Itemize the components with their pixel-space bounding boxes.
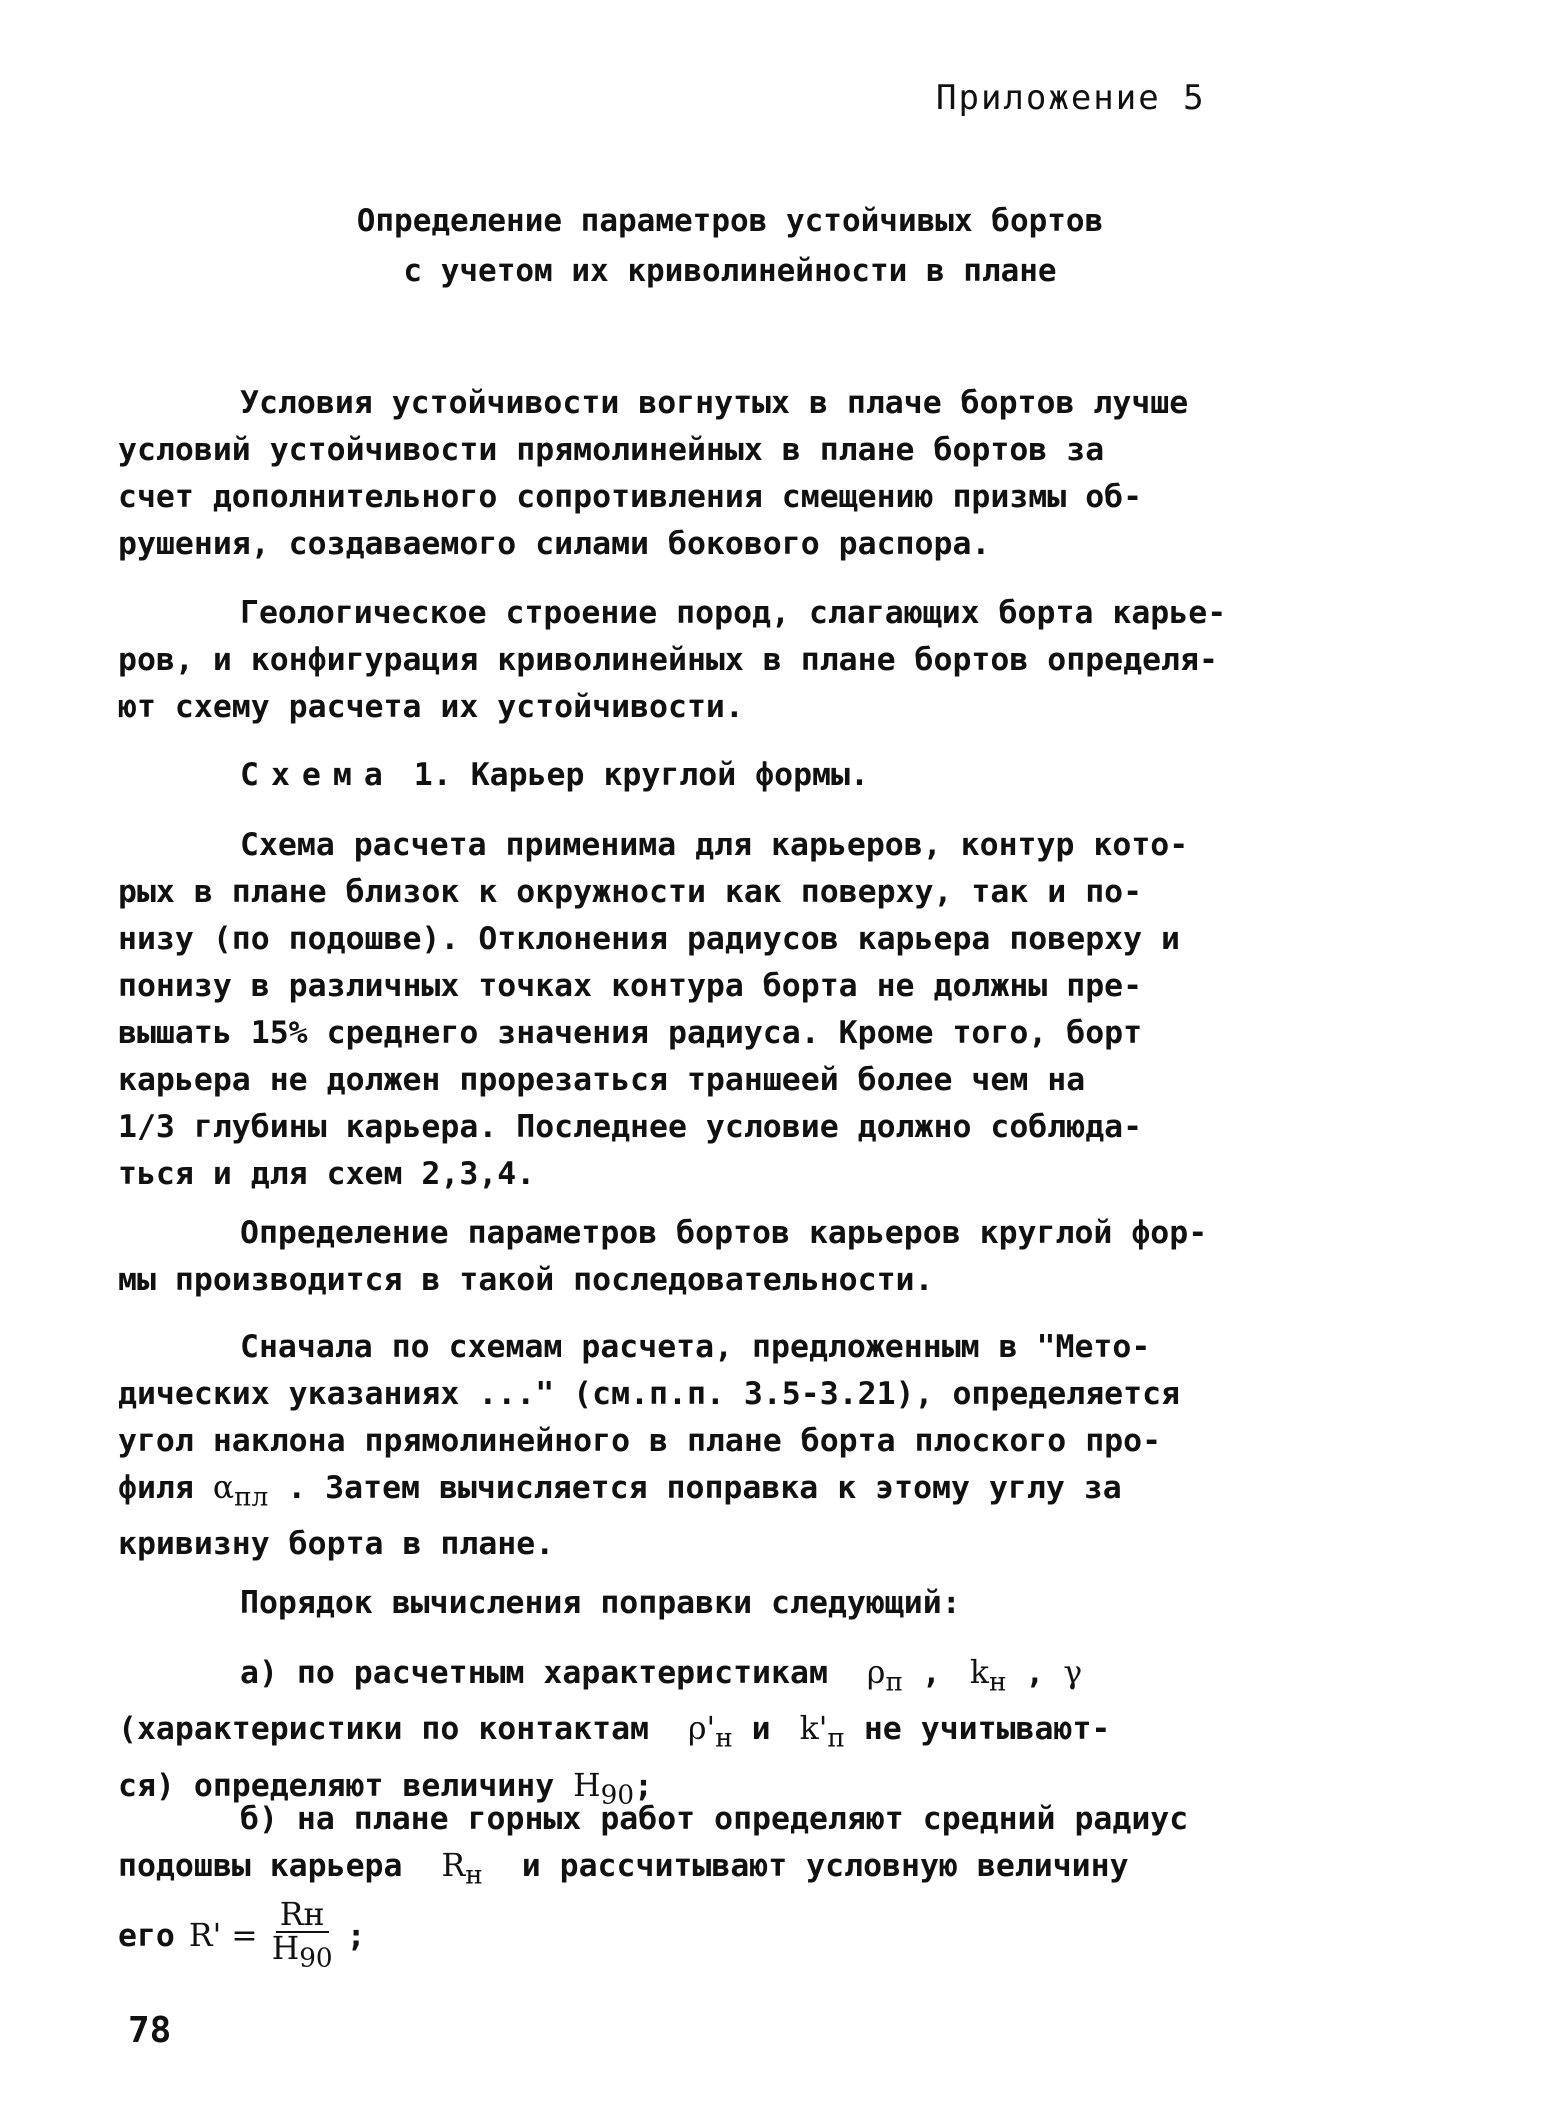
text-fragment: ; <box>346 1918 366 1955</box>
text-line: ться и для схем 2,3,4. <box>118 1156 536 1192</box>
text-fragment: и рассчитывают условную величину <box>521 1848 1129 1884</box>
text-line: вышать 15% среднего значения радиуса. Кроме того, борт <box>118 1015 1143 1051</box>
formula-lhs: R' = <box>188 1918 258 1955</box>
text-fragment: ся) определяют величину <box>118 1767 555 1804</box>
comma: , <box>921 1655 941 1691</box>
text-line <box>118 1706 1448 1762</box>
list-item-b <box>118 1796 1448 1975</box>
k-prime-symbol: $k'_п$ <box>799 1711 845 1754</box>
text-line: понизу в различных точках контура борта не должны пре- <box>118 968 1143 1004</box>
paragraph <box>118 1210 1448 1304</box>
text-line: ся) определяют величину $H_{90}$; <box>118 1767 654 1810</box>
text-line: Сначала по схемам расчета, предложенным в "Мето- <box>240 1329 1151 1365</box>
rho-prime-symbol: $\rho'_н$ <box>688 1711 733 1754</box>
text-line: Порядок вычисления поправки следующий: <box>240 1585 961 1621</box>
fraction-denominator: $H_{90}$ <box>271 1931 333 1974</box>
text-line <box>118 1650 1448 1706</box>
text-line <box>118 752 1448 799</box>
k-symbol: $k_н$ <box>969 1655 1007 1698</box>
text-fragment: филя <box>118 1470 194 1506</box>
text-fragment: подошвы карьера <box>118 1848 403 1884</box>
text-line: рых в плане близок к окружности как поверху, так и по- <box>118 874 1143 910</box>
text-line <box>118 1465 1448 1521</box>
text-line: ют схему расчета их устойчивости. <box>118 689 744 725</box>
text-line: мы производится в такой последовательности. <box>118 1262 934 1298</box>
paragraph <box>118 822 1448 1198</box>
text-fragment: а) по расчетным характеристикам <box>240 1655 828 1691</box>
page-number: 78 <box>128 2010 172 2051</box>
text-line: угол наклона прямолинейного в плане борта плоского про- <box>118 1423 1162 1459</box>
scheme-heading <box>118 752 1448 799</box>
appendix-header: Приложение 5 <box>936 78 1206 118</box>
text-line: рушения, создаваемого силами бокового распора. <box>118 526 991 562</box>
fraction <box>272 1899 333 1974</box>
formula-line <box>118 1899 1448 1974</box>
text-line: 1/3 глубины карьера. Последнее условие должно соблюда- <box>118 1109 1143 1145</box>
text-line: Условия устойчивости вогнутых в плаче бортов лучше <box>240 385 1189 421</box>
text-fragment: (характеристики по контактам <box>118 1711 650 1748</box>
text-fragment: . Затем вычисляется поправка к этому углу за <box>287 1470 1122 1506</box>
text-fragment: его <box>118 1918 175 1955</box>
text-line: Схема расчета применима для карьеров, контур кото- <box>240 827 1189 863</box>
rho-symbol: $\rho_п$ <box>866 1655 903 1698</box>
paragraph <box>118 1324 1448 1568</box>
text-line: карьера не должен прорезаться траншеей более чем на <box>118 1062 1086 1098</box>
fraction-numerator: Rн <box>276 1899 329 1933</box>
list-item-a <box>118 1650 1448 1819</box>
title-line: с учетом их криволинейности в плане <box>403 253 1057 289</box>
paragraph <box>118 1580 1448 1627</box>
text-line: низу (по подошве). Отклонения радиусов карьера поверху и <box>118 921 1181 957</box>
text-line: Геологическое строение пород, слагающих борта карье- <box>240 595 1227 631</box>
paragraph <box>118 590 1448 731</box>
text-line: б) на плане горных работ определяют средний радиус <box>240 1801 1189 1837</box>
text-line <box>118 1843 1448 1899</box>
scheme-text: 1. Карьер круглой формы. <box>413 757 869 793</box>
text-line: кривизну борта в плане. <box>118 1526 555 1563</box>
radius-symbol: $R_н$ <box>441 1848 483 1891</box>
gamma-symbol: γ <box>1063 1655 1083 1691</box>
comma: , <box>1025 1655 1045 1691</box>
text-line: Определение параметров бортов карьеров круглой фор- <box>240 1215 1208 1251</box>
text-fragment: и <box>751 1711 771 1748</box>
alpha-symbol: $\alpha_{пл}$ <box>212 1470 269 1513</box>
text-line: условий устойчивости прямолинейных в плане бортов за <box>118 432 1105 468</box>
scheme-label: Схема <box>240 757 395 793</box>
text-fragment: не учитывают- <box>863 1711 1111 1748</box>
h90-symbol: $H_{90}$ <box>573 1767 635 1810</box>
title-line: Определение параметров устойчивых бортов <box>356 203 1104 239</box>
text-line: счет дополнительного сопротивления смещению призмы об- <box>118 479 1143 515</box>
text-line: дических указаниях ..." (см.п.п. 3.5-3.21), определяется <box>118 1376 1181 1412</box>
paragraph <box>118 380 1448 568</box>
text-line: ров, и конфигурация криволинейных в плане бортов определя- <box>118 642 1218 678</box>
section-title <box>180 196 1280 296</box>
